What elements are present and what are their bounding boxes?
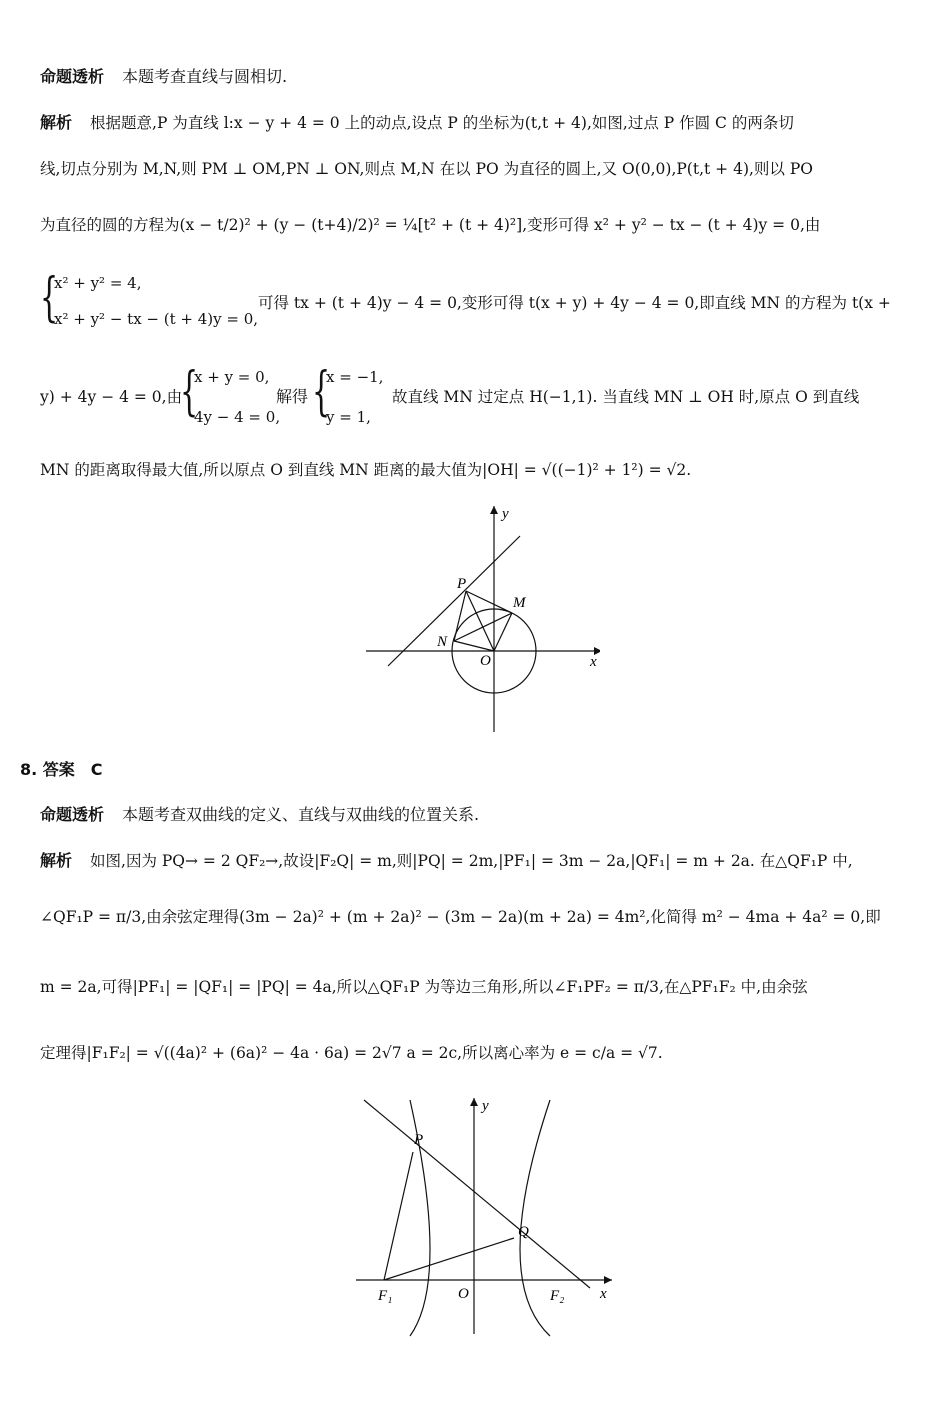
- hyperbola-right-branch: [520, 1100, 550, 1336]
- s8-jiexi-line1: [40, 850, 853, 872]
- circle-tangent-figure: [360, 500, 600, 740]
- s8-line3: m = 2a,可得|PF₁| = |QF₁| = |PQ| = 4a,所以△QF₁P 为等边三角形,所以∠F₁PF₂ = π/3,在△PF₁F₂ 中,由余弦: [40, 978, 808, 996]
- segment-po: [466, 591, 494, 651]
- s7-line5-head: y) + 4y − 4 = 0,由: [40, 388, 183, 406]
- s7-sys1-row1: x² + y² = 4,: [54, 274, 142, 292]
- s8-line4: 定理得|F₁F₂| = √((4a)² + (6a)² − 4a · 6a) = 2√7 a = 2c,所以离心率为 e = c/a = √7.: [40, 1044, 663, 1062]
- s7-line5-tail: 故直线 MN 过定点 H(−1,1). 当直线 MN ⊥ OH 时,原点 O 到直线: [392, 388, 860, 406]
- s7-mingti-line: [40, 66, 287, 88]
- s7-line4-tail: 可得 tx + (t + 4)y − 4 = 0,变形可得 t(x + y) + 4y − 4 = 0,即直线 MN 的方程为 t(x +: [258, 294, 891, 312]
- y-arrow: [490, 506, 498, 514]
- label-f1: F₁: [378, 1288, 393, 1304]
- label-o: O: [480, 653, 491, 669]
- s8-answer: [20, 759, 103, 781]
- s7-sys3-row1: x = −1,: [326, 368, 384, 386]
- s7-system2: { x + y = 0, 4y − 4 = 0,: [180, 362, 281, 426]
- s8-mingti-text: 本题考查双曲线的定义、直线与双曲线的位置关系.: [122, 805, 480, 824]
- s8-line2: ∠QF₁P = π/3,由余弦定理得(3m − 2a)² + (m + 2a)² − (3m − 2a)(m + 2a) = 4m²,化简得 m² − 4ma + 4a² = 0,即: [40, 908, 881, 926]
- segment-mn: [454, 613, 512, 641]
- line-l: [388, 536, 520, 666]
- label-p: P: [414, 1132, 424, 1148]
- s7-line5-mid: 解得: [276, 387, 309, 406]
- s8-mingti-line: [40, 804, 479, 826]
- label-x: x: [600, 1286, 607, 1302]
- s7-jiexi-line1: [40, 112, 794, 134]
- x-arrow: [604, 1276, 612, 1284]
- s8-mingti-label: 命题透析: [40, 805, 105, 824]
- s7-line6: MN 的距离取得最大值,所以原点 O 到直线 MN 距离的最大值为|OH| = √((−1)² + 1²) = √2.: [40, 461, 692, 479]
- s7-jiexi-label: 解析: [40, 113, 73, 132]
- s7-line2: 线,切点分别为 M,N,则 PM ⊥ OM,PN ⊥ ON,则点 M,N 在以 PO 为直径的圆上,又 O(0,0),P(t,t + 4),则以 PO: [40, 160, 813, 178]
- s8-jiexi-label: 解析: [40, 851, 73, 870]
- segment-om: [494, 613, 512, 651]
- label-n: N: [437, 634, 448, 650]
- s7-line3: 为直径的圆的方程为(x − t/2)² + (y − (t+4)/2)² = ¼[t² + (t + 4)²],变形可得 x² + y² − tx − (t + 4)y = 0,由: [40, 216, 821, 234]
- segment-on: [454, 641, 494, 651]
- s7-system1: { x² + y² = 4, x² + y² − tx − (t + 4)y = 0,: [40, 268, 259, 328]
- s7-mingti-label: 命题透析: [40, 67, 105, 86]
- label-x: x: [590, 654, 597, 670]
- y-arrow: [470, 1098, 478, 1106]
- line-pq: [364, 1100, 590, 1288]
- segment-pf1: [384, 1152, 413, 1280]
- s7-sys3-row2: y = 1,: [326, 408, 371, 426]
- s7-system3: { x = −1, y = 1,: [312, 362, 384, 426]
- label-m: M: [513, 595, 526, 611]
- label-p: P: [457, 576, 467, 592]
- s7-sys1-row2: x² + y² − tx − (t + 4)y = 0,: [54, 310, 259, 328]
- label-y: y: [502, 506, 509, 522]
- label-o: O: [458, 1286, 469, 1302]
- s8-answer-text: 8. 答案 C: [20, 760, 103, 779]
- label-y: y: [482, 1098, 489, 1114]
- segment-f1q: [384, 1238, 514, 1280]
- s7-mingti-text: 本题考查直线与圆相切.: [122, 67, 288, 86]
- s7-sys2-row1: x + y = 0,: [194, 368, 270, 386]
- label-q: Q: [518, 1224, 529, 1240]
- s7-line1: 根据题意,P 为直线 l:x − y + 4 = 0 上的动点,设点 P 的坐标为(t,t + 4),如图,过点 P 作圆 C 的两条切: [90, 114, 794, 132]
- hyperbola-figure: [350, 1092, 620, 1342]
- s7-sys2-row2: 4y − 4 = 0,: [194, 408, 281, 426]
- label-f2: F₂: [550, 1288, 565, 1304]
- s8-line1: 如图,因为 PQ→ = 2 QF₂→,故设|F₂Q| = m,则|PQ| = 2m,|PF₁| = 3m − 2a,|QF₁| = m + 2a. 在△QF₁P 中,: [90, 852, 853, 870]
